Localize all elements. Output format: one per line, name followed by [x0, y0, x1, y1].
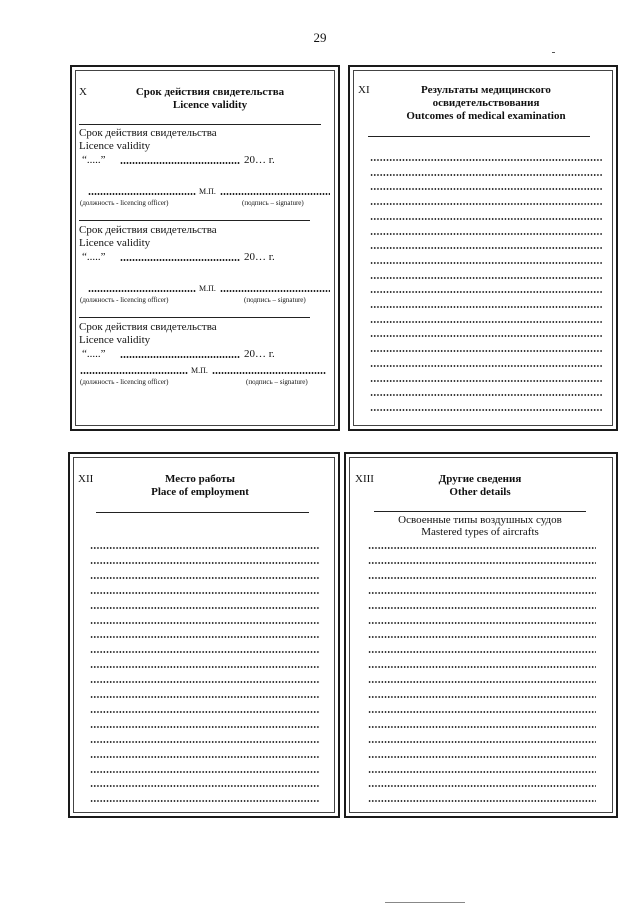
entry-2-signature-dots	[220, 290, 330, 292]
section-xiii-subtitle-ru: Освоенные типы воздушных судов	[398, 514, 562, 526]
entry-1-label-ru: Срок действия свидетельства	[79, 127, 217, 139]
entry-2-separator	[79, 317, 310, 318]
section-xi-title-en: Outcomes of medical examination	[406, 110, 566, 122]
entry-3-officer-dots	[80, 372, 188, 374]
dotted-line	[368, 577, 596, 579]
entry-1-date-suffix: 20… г.	[244, 154, 275, 166]
section-xiii-title-en: Other details	[449, 486, 511, 498]
dotted-line	[370, 394, 602, 396]
dotted-line	[370, 159, 602, 161]
entry-3-signature-dots	[212, 372, 326, 374]
dotted-line	[90, 636, 320, 638]
entry-1-separator	[79, 220, 310, 221]
dotted-line	[368, 756, 596, 758]
section-x-title-en: Licence validity	[172, 99, 248, 111]
entry-1-date-prefix: “.....”	[82, 154, 106, 166]
page-number: 29	[313, 30, 327, 45]
section-xi-title	[368, 84, 604, 123]
entry-2-officer-dots	[88, 290, 196, 292]
page-mark	[552, 52, 555, 53]
entry-3-date-prefix: “.....”	[82, 348, 106, 360]
section-xii-title-ru: Место работы	[165, 473, 235, 485]
dotted-line	[368, 800, 596, 802]
dotted-line	[368, 726, 596, 728]
dotted-line	[90, 562, 320, 564]
section-xi-title-underline	[368, 136, 590, 137]
dotted-line	[370, 277, 602, 279]
dotted-line	[90, 800, 320, 802]
entry-2-date-suffix: 20… г.	[244, 251, 275, 263]
entry-3-stamp: М.П.	[191, 366, 208, 375]
entry-1-officer-dots	[88, 193, 196, 195]
dotted-line	[370, 321, 602, 323]
dotted-line	[370, 409, 602, 411]
dotted-line	[370, 203, 602, 205]
entry-1-signature-dots	[220, 193, 330, 195]
dotted-line	[370, 233, 602, 235]
footer-mark	[385, 902, 465, 903]
dotted-line	[90, 741, 320, 743]
entry-2-stamp: М.П.	[199, 284, 216, 293]
section-x-number: X	[79, 86, 87, 98]
dotted-line	[370, 306, 602, 308]
dotted-line	[368, 696, 596, 698]
dotted-line	[368, 651, 596, 653]
section-xii-inner-frame	[73, 457, 335, 813]
dotted-line	[90, 785, 320, 787]
entry-2-date-prefix: “.....”	[82, 251, 106, 263]
dotted-line	[90, 711, 320, 713]
entry-1-signature-caption: (подпись – signature)	[242, 199, 304, 207]
section-xi-title-ru-1: Результаты медицинского	[421, 84, 551, 96]
entry-2-label-en: Licence validity	[79, 237, 151, 249]
section-xiii-number: XIII	[355, 473, 374, 485]
entry-2-signature-caption: (подпись – signature)	[244, 296, 306, 304]
dotted-line	[90, 577, 320, 579]
section-xii-title-underline	[96, 512, 309, 513]
dotted-line	[90, 547, 320, 549]
entry-3-label-ru: Срок действия свидетельства	[79, 321, 217, 333]
dotted-line	[370, 365, 602, 367]
entry-1-date-dots	[120, 162, 240, 164]
dotted-line	[368, 592, 596, 594]
entry-2-officer-caption: (должность - licencing officer)	[80, 296, 169, 304]
section-xii-frame	[68, 452, 340, 818]
dotted-line	[90, 726, 320, 728]
dotted-line	[368, 681, 596, 683]
dotted-line	[90, 666, 320, 668]
dotted-line	[370, 247, 602, 249]
section-xi-number: XI	[358, 84, 370, 96]
entry-1-stamp: М.П.	[199, 187, 216, 196]
dotted-line	[368, 785, 596, 787]
dotted-line	[370, 188, 602, 190]
dotted-line	[90, 592, 320, 594]
dotted-line	[370, 291, 602, 293]
entry-1-officer-caption: (должность - licencing officer)	[80, 199, 169, 207]
dotted-line	[368, 741, 596, 743]
dotted-line	[90, 607, 320, 609]
dotted-line	[370, 218, 602, 220]
section-xiii-title-ru: Другие сведения	[438, 473, 522, 485]
dotted-line	[368, 771, 596, 773]
entry-3-date-dots	[120, 356, 240, 358]
dotted-line	[90, 651, 320, 653]
dotted-line	[370, 174, 602, 176]
dotted-line	[90, 696, 320, 698]
dotted-line	[368, 562, 596, 564]
section-xii-number: XII	[78, 473, 94, 485]
section-x-title-ru: Срок действия свидетельства	[135, 86, 285, 98]
entry-2-date-dots	[120, 259, 240, 261]
dotted-line	[368, 547, 596, 549]
section-xii-title	[100, 473, 300, 499]
entry-2-label-ru: Срок действия свидетельства	[79, 224, 217, 236]
entry-3-label-en: Licence validity	[79, 334, 151, 346]
section-x-title	[110, 86, 310, 112]
section-x-title-underline	[79, 124, 321, 125]
dotted-line	[370, 350, 602, 352]
dotted-line	[90, 756, 320, 758]
dotted-line	[368, 711, 596, 713]
entry-3-date-suffix: 20… г.	[244, 348, 275, 360]
dotted-line	[368, 636, 596, 638]
dotted-line	[90, 771, 320, 773]
section-xii-title-en: Place of employment	[151, 486, 249, 498]
entry-1-label-en: Licence validity	[79, 140, 151, 152]
dotted-line	[90, 622, 320, 624]
entry-3-signature-caption: (подпись – signature)	[246, 378, 308, 386]
section-xiii-frame	[344, 452, 618, 818]
dotted-line	[368, 607, 596, 609]
dotted-line	[90, 681, 320, 683]
dotted-line	[370, 335, 602, 337]
dotted-line	[370, 380, 602, 382]
entry-3-officer-caption: (должность - licencing officer)	[80, 378, 169, 386]
dotted-line	[368, 666, 596, 668]
section-xiii-title	[380, 473, 580, 499]
section-xiii-subtitle-en: Mastered types of aircrafts	[421, 526, 539, 538]
dotted-line	[370, 262, 602, 264]
dotted-line	[368, 622, 596, 624]
section-xiii-title-underline	[374, 511, 586, 512]
section-xi-title-ru-2: освидетельствования	[432, 97, 540, 109]
